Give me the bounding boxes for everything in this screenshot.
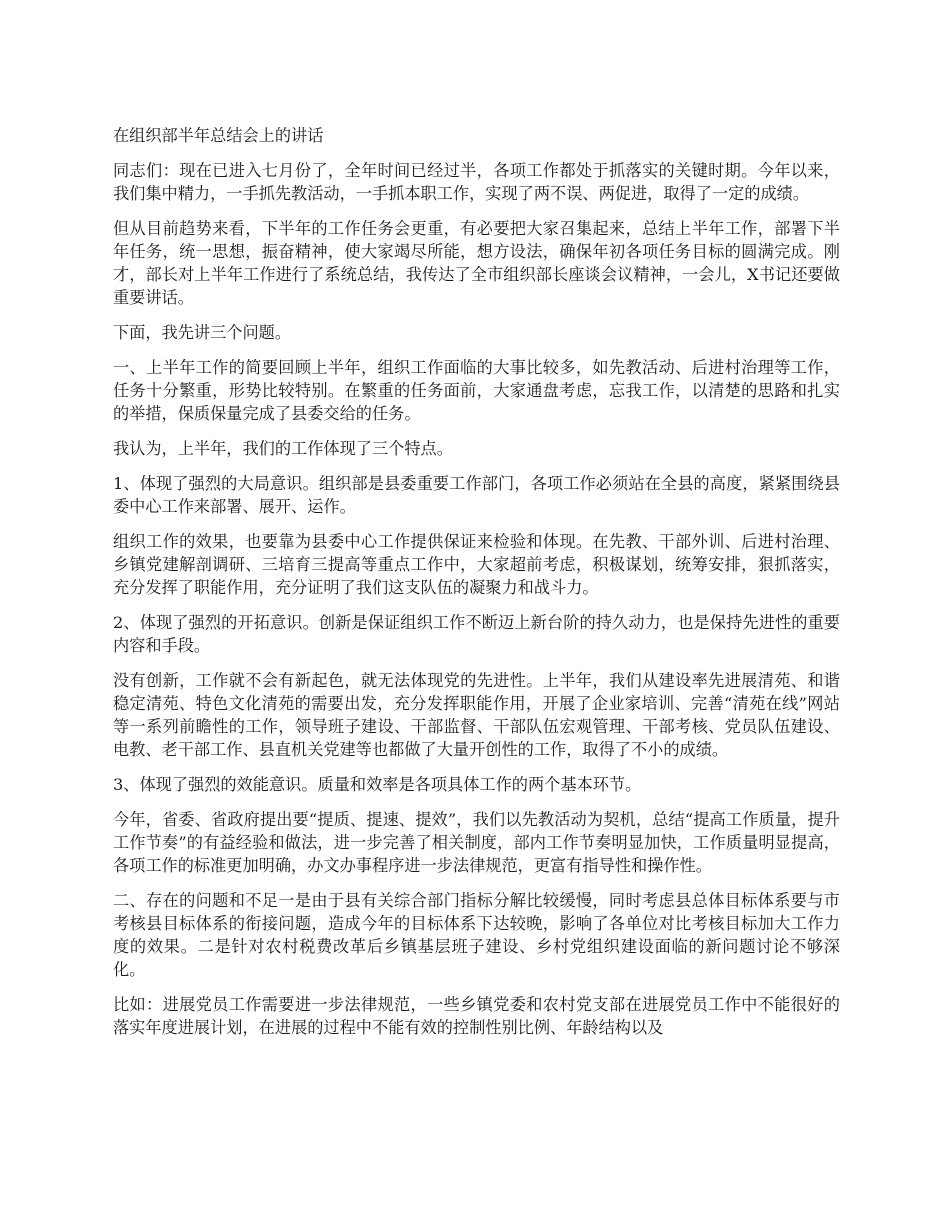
paragraph-1: 同志们：现在已进入七月份了，全年时间已经过半，各项工作都处于抓落实的关键时期。今年以来，我们集中精力，一手抓先教活动，一手抓本职工作，实现了两不误、两促进，取得了一定的成绩。 (113, 161, 840, 203)
paragraph-10: 3、体现了强烈的效能意识。质量和效率是各项具体工作的两个基本环节。 (113, 775, 642, 794)
document-title: 在组织部半年总结会上的讲话 (113, 126, 324, 145)
paragraph-7: 组织工作的效果，也要靠为县委中心工作提供保证来检验和体现。在先教、干部外训、后进村治理、乡镇党建解剖调研、三培育三提高等重点工作中，大家超前考虑，积极谋划，统筹安排，狠抓落实，充分发挥了职能作用，充分证明了我们这支队伍的凝聚力和战斗力。 (113, 532, 840, 597)
document-body (113, 124, 840, 1051)
paragraph-11: 今年，省委、省政府提出要“提质、提速、提效”，我们以先教活动为契机，总结“提高工作质量，提升工作节奏”的有益经验和做法，进一步完善了相关制度，部内工作节奏明显加快，工作质量明显提高，各项工作的标准更加明确，办文办事程序进一步法律规范，更富有指导性和操作性。 (113, 810, 840, 875)
paragraph-13: 比如：进展党员工作需要进一步法律规范，一些乡镇党委和农村党支部在进展党员工作中不能很好的落实年度进展计划，在进展的过程中不能有效的控制性别比例、年龄结构以及 (113, 995, 840, 1037)
paragraph-12: 二、存在的问题和不足一是由于县有关综合部门指标分解比较缓慢，同时考虑县总体目标体系要与市考核县目标体系的衔接问题，造成今年的目标体系下达较晚，影响了各单位对比考核目标加大工作力度的效果。二是针对农村税费改革后乡镇基层班子建设、乡村党组织建设面临的新问题讨论不够深化。 (113, 891, 840, 979)
paragraph-8: 2、体现了强烈的开拓意识。创新是保证组织工作不断迈上新台阶的持久动力，也是保持先进性的重要内容和手段。 (113, 613, 840, 655)
paragraph-4: 一、上半年工作的简要回顾上半年，组织工作面临的大事比较多，如先教活动、后进村治理等工作，任务十分繁重，形势比较特别。在繁重的任务面前，大家通盘考虑，忘我工作，以清楚的思路和扎实的举措，保质保量完成了县委交给的任务。 (113, 358, 840, 423)
paragraph-3: 下面，我先讲三个问题。 (113, 323, 292, 342)
paragraph-9: 没有创新，工作就不会有新起色，就无法体现党的先进性。上半年，我们从建设率先进展清苑、和谐稳定清苑、特色文化清苑的需要出发，充分发挥职能作用，开展了企业家培训、完善“清苑在线”网站等一系列前瞻性的工作，领导班子建设、干部监督、干部队伍宏观管理、干部考核、党员队伍建设、电教、老干部工作、县直机关党建等也都做了大量开创性的工作，取得了不小的成绩。 (113, 671, 840, 759)
paragraph-2: 但从目前趋势来看，下半年的工作任务会更重，有必要把大家召集起来，总结上半年工作，部署下半年任务，统一思想，振奋精神，使大家竭尽所能，想方设法，确保年初各项任务目标的圆满完成。刚才，部长对上半年工作进行了系统总结，我传达了全市组织部长座谈会议精神，一会儿，X书记还要做重要讲话。 (113, 219, 840, 307)
paragraph-6: 1、体现了强烈的大局意识。组织部是县委重要工作部门，各项工作必须站在全县的高度，紧紧围绕县委中心工作来部署、展开、运作。 (113, 474, 840, 516)
paragraph-5: 我认为，上半年，我们的工作体现了三个特点。 (113, 439, 453, 458)
